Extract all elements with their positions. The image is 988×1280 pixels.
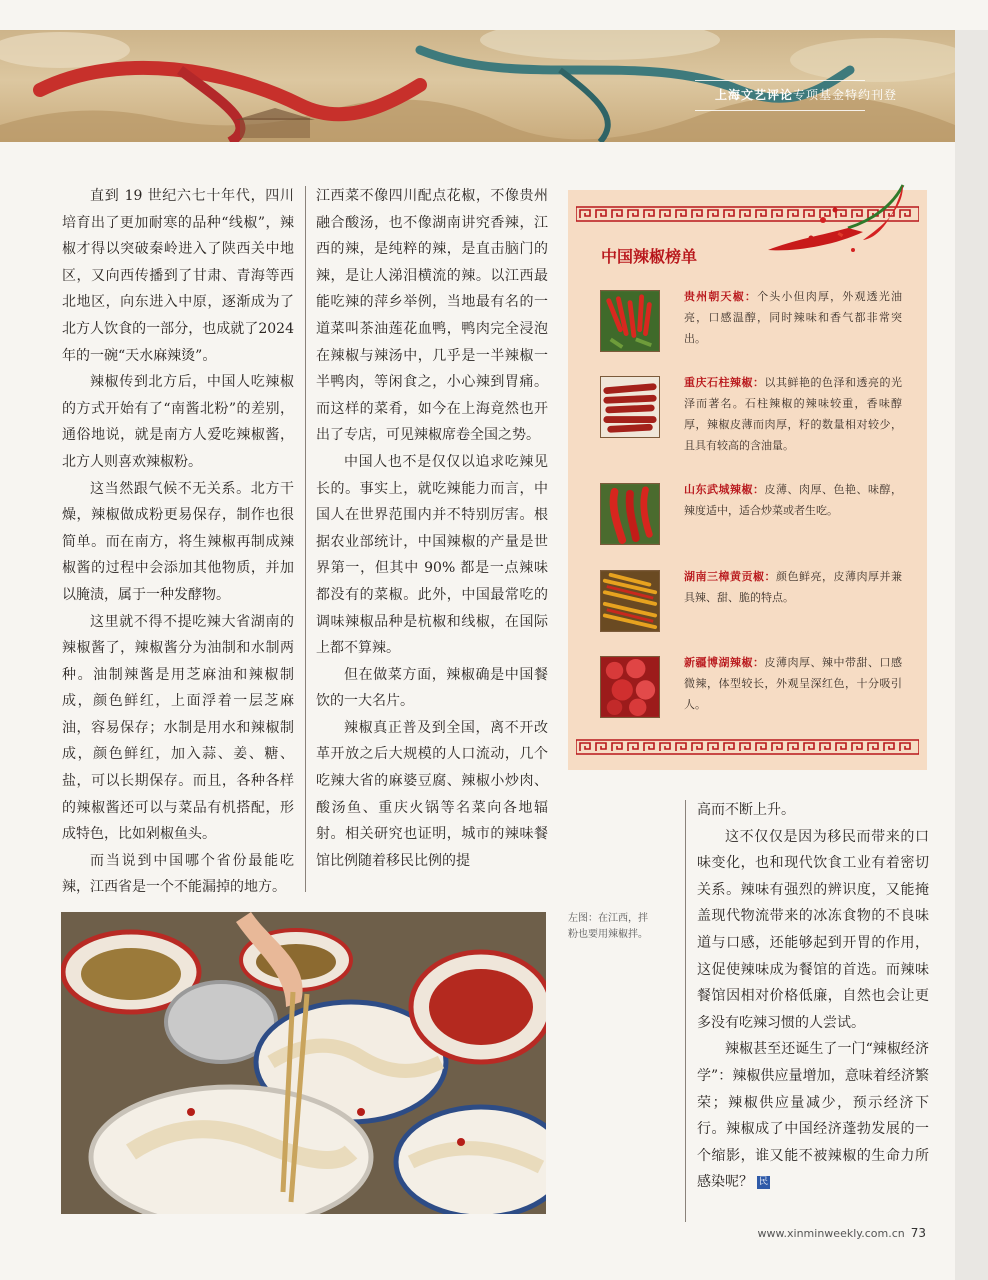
paragraph: 高而不断上升。 — [697, 802, 795, 818]
text-column-1 — [62, 183, 294, 901]
paragraph: 辣椒传到北方后，中国人吃辣椒的方式开始有了“南酱北粉”的差别，通俗地说，就是南方人爱吃辣椒酱，北方人则喜欢辣椒粉。 — [62, 374, 294, 470]
banner-tag-bold: 上海文艺评论 — [714, 88, 793, 102]
photo-caption: 左图：在江西，拌粉也要用辣椒拌。 — [568, 913, 648, 940]
page-number: 73 — [910, 1226, 926, 1240]
photo-illustration — [61, 912, 546, 1214]
chili-thumb-shandong — [600, 483, 660, 545]
paragraph: 这不仅仅是因为移民而带来的口味变化，也和现代饮食工业有着密切关系。辣味有强烈的辨识度，又能掩盖现代物流带来的冰冻食物的不良味道与口感，还能够起到开胃的作用，这促使辣味成为餐馆的首选。而辣味餐馆因相对价格低廉，自然也会让更多没有吃辣习惯的人尝试。 — [697, 828, 929, 1031]
column-rule — [305, 186, 306, 892]
paragraph: 中国人也不是仅仅以追求吃辣见长的。事实上，就吃辣能力而言，中国人在世界范围内并不特别厉害。根据农业部统计，中国辣椒的产量是世界第一，但其中 90% 都是一点辣味都没有的菜椒。此外，中国最常吃的调味辣椒品种是杭椒和线椒，在国际上都不算辣。 — [316, 453, 548, 657]
chili-desc — [684, 652, 902, 715]
chili-name: 湖南三樟黄贡椒： — [684, 570, 776, 583]
text-column-3 — [697, 797, 929, 1196]
chili-desc — [684, 566, 902, 608]
chili-name: 重庆石柱辣椒： — [684, 376, 765, 389]
chili-name: 新疆博湖辣椒： — [684, 656, 765, 669]
chili-thumb-hunan — [600, 570, 660, 632]
chili-desc — [684, 286, 902, 349]
chili-ranking-box — [568, 190, 927, 770]
chili-desc-text: 皮薄、肉厚、色艳、味醇，辣度适中，适合炒菜或者生吃。 — [684, 483, 902, 517]
paragraph-text: 辣椒甚至还诞生了一门“辣椒经济学”：辣椒供应量增加，意味着经济繁荣；辣椒供应量减少，预示经济下行。辣椒成了中国经济蓬勃发展的一个缩影，谁又能不被辣椒的生命力所感染呢？ — [697, 1041, 929, 1191]
chili-thumb-chongqing — [600, 376, 660, 438]
chili-name: 贵州朝天椒： — [684, 290, 758, 303]
end-mark-icon: 民 — [758, 1176, 768, 1187]
text-column-2 — [316, 183, 548, 874]
paragraph: 辣椒真正普及到全国，离不开改革开放之后大规模的人口流动，几个吃辣大省的麻婆豆腐、辣椒小炒肉、酸汤鱼、重庆火锅等名菜向各地辐射。相关研究也证明，城市的辣味餐馆比例随着移民比例的提 — [316, 719, 548, 869]
paragraph: 但在做菜方面，辣椒确是中国餐饮的一大名片。 — [316, 666, 548, 710]
chili-desc-text: 皮薄肉厚、辣中带甜、口感微辣，体型较长，外观呈深红色，十分吸引人。 — [684, 656, 902, 711]
chili-thumb-guizhou — [600, 290, 660, 352]
website-url: www.xinminweekly.com.cn — [757, 1227, 905, 1240]
paragraph: 这里就不得不提吃辣大省湖南的辣椒酱了，辣椒酱分为油制和水制两种。油制辣酱是用芝麻油和辣椒制成，颜色鲜红，上面浮着一层芝麻油，容易保存；水制是用水和辣椒制成，颜色鲜红，加入蒜、姜、糖、盐，可以长期保存。而且，各种各样的辣椒酱还可以与菜品有机搭配，形成特色，比如剁椒鱼头。 — [62, 613, 294, 843]
meander-border-bottom — [576, 739, 919, 755]
banner-tag-rest: 专项基金特约刊登 — [792, 88, 897, 102]
header-banner — [0, 30, 955, 142]
paragraph: 直到 19 世纪六七十年代，四川培育出了更加耐寒的品种“线椒”，辣椒才得以突破秦岭进入了陕西关中地区，又向西传播到了甘肃、青海等西北地区，向东进入中原，逐渐成为了北方人饮食的一部分，也成就了2024年的一碗“天水麻辣烫”。 — [62, 188, 294, 364]
box-title: 中国辣椒榜单 — [601, 247, 698, 266]
paragraph: 江西菜不像四川配点花椒，不像贵州融合酸汤，也不像湖南讲究香辣，江西的辣，是纯粹的辣，是直击脑门的辣，是让人涕泪横流的辣。以江西最能吃辣的萍乡举例，当地最有名的一道菜叫茶油莲花血鸭，鸭肉完全浸泡在辣椒与辣汤中，几乎是一半辣椒一半鸭肉，等闲食之，小心辣到胃痛。而这样的菜肴，如今在上海竟然也开出了专店，可见辣椒席卷全国之势。 — [316, 188, 548, 444]
chili-desc-text: 以其鲜艳的色泽和透亮的光泽而著名。石柱辣椒的辣味较重，香味醇厚，辣椒皮薄而肉厚，籽的数量相对较少，且具有较高的含油量。 — [684, 376, 902, 452]
chili-name: 山东武城辣椒： — [684, 483, 765, 496]
noodle-table-photo — [61, 912, 546, 1214]
chili-pepper-illustration — [753, 180, 913, 275]
chili-desc-text: 个头小但肉厚，外观透光油亮，口感温醇，同时辣味和香气都非常突出。 — [684, 290, 903, 345]
chili-desc — [684, 479, 902, 521]
column-rule — [685, 800, 686, 1222]
chili-desc — [684, 372, 902, 456]
chili-thumb-xinjiang — [600, 656, 660, 718]
banner-ornament-bottom — [695, 110, 865, 119]
page-footer — [758, 1226, 926, 1240]
chili-desc-text: 颜色鲜亮，皮薄肉厚并兼具辣、甜、脆的特点。 — [684, 570, 902, 604]
page-edge — [955, 30, 988, 1280]
paragraph — [697, 1036, 929, 1196]
banner-sponsor-tag — [715, 86, 897, 103]
paragraph: 这当然跟气候不无关系。北方干燥，辣椒做成粉更易保存，制作也很简单。而在南方，将生辣椒再制成辣椒酱的过程中会添加其他物质，并加以腌渍，属于一种发酵物。 — [62, 480, 294, 603]
paragraph: 而当说到中国哪个省份最能吃辣，江西省是一个不能漏掉的地方。 — [62, 852, 294, 896]
